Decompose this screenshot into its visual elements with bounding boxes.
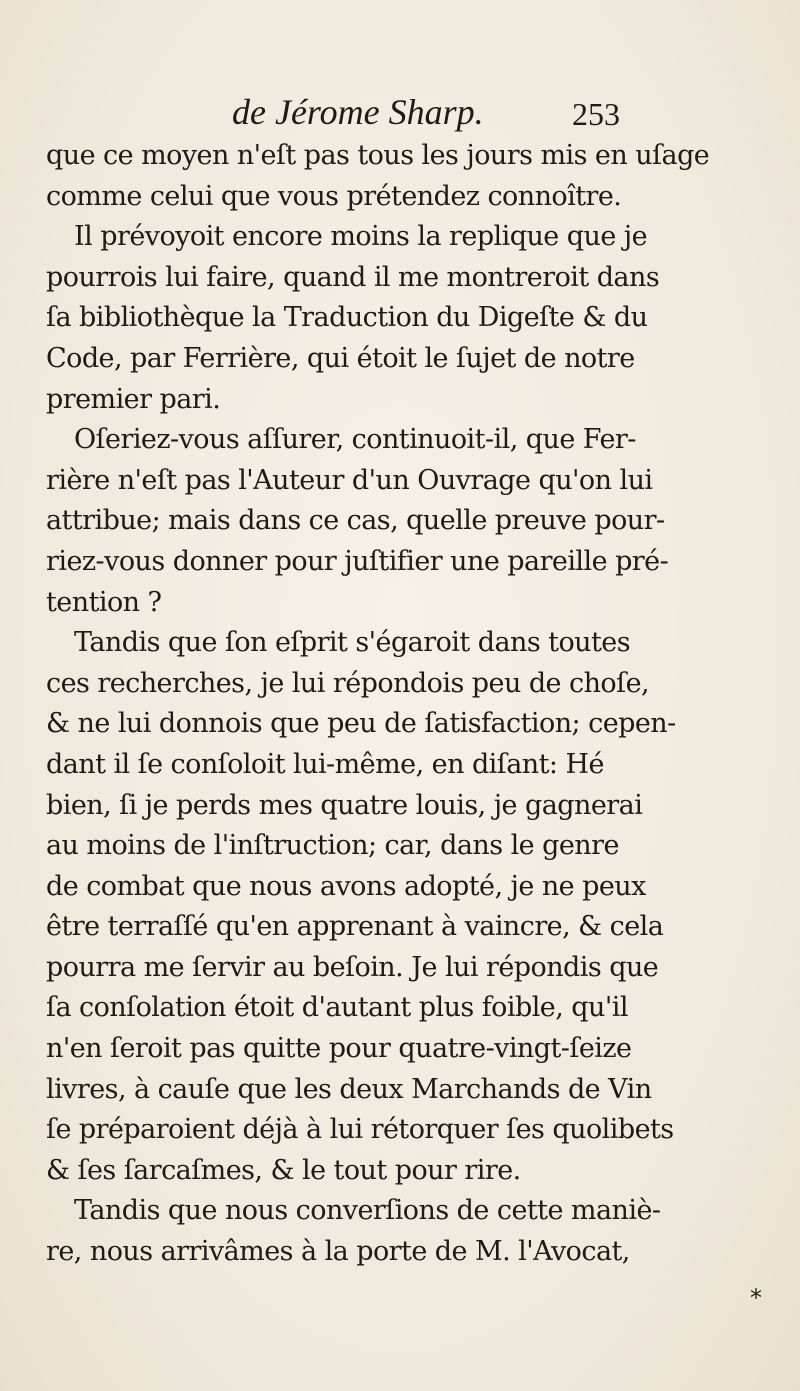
page-number: 253 <box>572 96 620 132</box>
running-head: de Jérome Sharp. <box>232 92 484 132</box>
text-line: Code, par Ferrière, qui étoit le ſujet de notre <box>46 342 635 374</box>
text-line: livres, à cauſe que les deux Marchands de Vin <box>46 1073 652 1105</box>
text-line: pourra me ſervir au beſoin. Je lui répondis que <box>46 951 659 983</box>
text-line: attribue; mais dans ce cas, quelle preuve pour- <box>46 505 665 537</box>
text-line: Tandis que nous converſions de cette maniè- <box>74 1195 661 1227</box>
text-line: Il prévoyoit encore moins la replique que je <box>74 221 648 253</box>
text-line: bien, ſi je perds mes quatre louis, je gagnerai <box>46 789 643 821</box>
text-line: riez-vous donner pour juſtifier une pareille pré- <box>46 545 669 577</box>
text-line: & ne lui donnois que peu de ſatisfaction; cepen- <box>46 708 676 740</box>
text-line: re, nous arrivâmes à la porte de M. l'Avocat, <box>46 1236 630 1268</box>
text-line: & ſes ſarcaſmes, & le tout pour rire. <box>46 1154 521 1186</box>
margin-mark: * <box>750 1284 762 1312</box>
text-line: pourrois lui faire, quand il me montreroit dans <box>46 261 660 293</box>
text-line: Tandis que ſon eſprit s'égaroit dans toutes <box>74 627 631 659</box>
text-line: de combat que nous avons adopté, je ne peux <box>46 870 646 902</box>
body-text <box>46 136 736 1273</box>
text-line: ces recherches, je lui répondois peu de choſe, <box>46 667 650 699</box>
text-line: que ce moyen n'eſt pas tous les jours mis en uſage <box>46 140 710 171</box>
text-line: être terraſſé qu'en apprenant à vaincre, & cela <box>46 911 664 943</box>
page-header <box>0 92 800 132</box>
text-line: ſa conſolation étoit d'autant plus foible, qu'il <box>46 992 628 1024</box>
text-line: rière n'eſt pas l'Auteur d'un Ouvrage qu'on lui <box>46 464 653 496</box>
text-line: dant il ſe conſoloit lui-même, en diſant: Hé <box>46 748 604 780</box>
text-line: au moins de l'inſtruction; car, dans le genre <box>46 830 619 862</box>
text-line: tention ? <box>46 586 162 618</box>
text-line: ſe préparoient déjà à lui rétorquer ſes quolibets <box>46 1114 674 1146</box>
text-line: comme celui que vous prétendez connoître. <box>46 180 622 212</box>
text-line: n'en ſeroit pas quitte pour quatre-vingt-ſeize <box>46 1033 632 1065</box>
text-line: ſa bibliothèque la Traduction du Digeſte & du <box>46 302 648 334</box>
text-line: Oſeriez-vous aſſurer, continuoit-il, que Fer- <box>74 424 636 456</box>
text-line: premier pari. <box>46 383 221 415</box>
